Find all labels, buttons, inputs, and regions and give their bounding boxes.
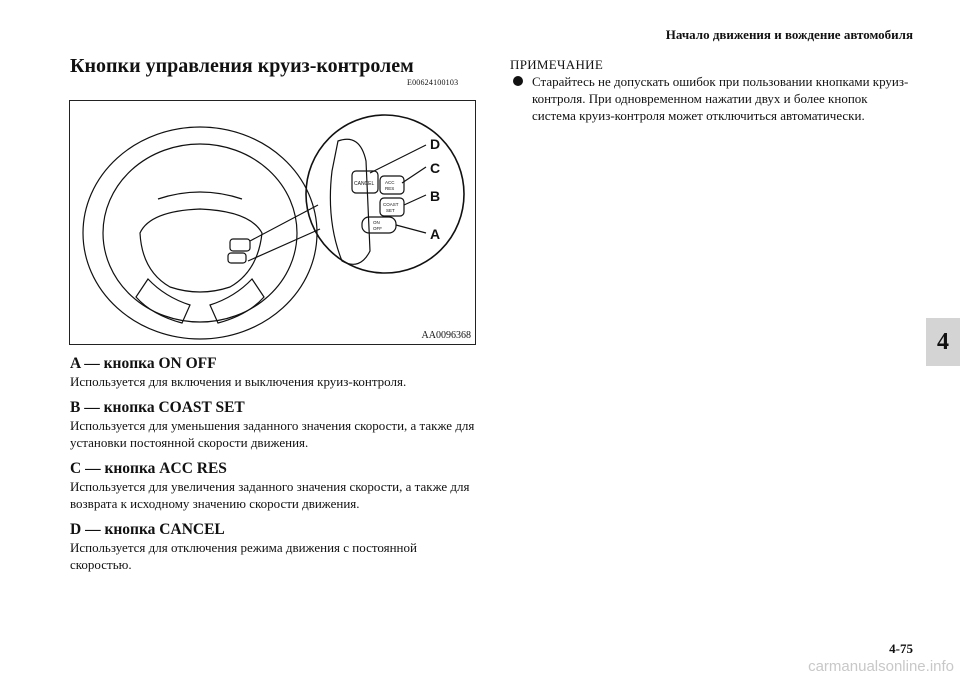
leader-line-d bbox=[370, 145, 426, 173]
coast-set-button-shape bbox=[380, 198, 404, 216]
item-text: Используется для отключения режима движения с постоянной скоростью. bbox=[70, 540, 417, 572]
leader-line-c bbox=[402, 167, 426, 183]
leader-line-b bbox=[404, 195, 426, 205]
switch-cluster-top bbox=[230, 239, 250, 251]
wheel-upper-arc bbox=[158, 192, 242, 199]
wheel-spoke-left bbox=[136, 279, 190, 323]
item-coast-set bbox=[70, 398, 480, 451]
switch-panel bbox=[330, 139, 370, 264]
steering-wheel-illustration bbox=[70, 101, 475, 344]
note-box bbox=[510, 57, 910, 124]
set-button-label: SET bbox=[386, 208, 395, 213]
item-heading: C — кнопка ACC RES bbox=[70, 460, 227, 477]
item-heading: B — кнопка COAST SET bbox=[70, 399, 245, 416]
page-number: 4-75 bbox=[889, 641, 913, 656]
item-heading: A — кнопка ON OFF bbox=[70, 355, 217, 372]
connector-line-bottom bbox=[248, 229, 320, 261]
item-text: Используется для включения и выключения круиз-контроля. bbox=[70, 374, 407, 389]
note-title: ПРИМЕЧАНИЕ bbox=[510, 57, 604, 72]
chapter-tab: 4 bbox=[926, 318, 960, 366]
item-text: Используется для уменьшения заданного значения скорости, а также для установки постоянной скорости движения. bbox=[70, 418, 475, 450]
button-descriptions bbox=[70, 354, 480, 581]
on-button-label: ON bbox=[373, 220, 380, 225]
item-text: Используется для увеличения заданного значения скорости, а также для возврата к исходному значению скорости движения. bbox=[70, 479, 470, 511]
bullet-icon bbox=[513, 76, 523, 86]
switch-cluster-bottom bbox=[228, 253, 246, 263]
callout-a: A bbox=[430, 226, 441, 242]
callout-b: B bbox=[430, 188, 441, 204]
cancel-button-label: CANCEL bbox=[354, 181, 375, 187]
acc-button-label: ACC bbox=[385, 180, 395, 185]
wheel-rim-inner bbox=[103, 144, 297, 322]
acc-res-button-shape bbox=[380, 176, 404, 194]
item-cancel bbox=[70, 520, 480, 573]
steering-wheel-figure bbox=[69, 100, 476, 345]
figure-code: AA0096368 bbox=[421, 330, 471, 341]
item-on-off bbox=[70, 354, 480, 390]
note-text: Старайтесь не допускать ошибок при пользовании кнопками круиз-контроля. При одновременном нажатии двух и более кнопок система круиз-контроля может отключиться автоматически. bbox=[532, 74, 909, 123]
off-button-label: OFF bbox=[373, 226, 382, 231]
callout-d: D bbox=[430, 136, 441, 152]
running-header: Начало движения и вождение автомобиля bbox=[665, 27, 913, 42]
document-code: E00624100103 bbox=[407, 78, 459, 87]
coast-button-label: COAST bbox=[383, 202, 399, 207]
item-heading: D — кнопка CANCEL bbox=[70, 521, 225, 538]
note-item bbox=[510, 73, 910, 124]
res-button-label: RES bbox=[385, 186, 395, 191]
callout-c: C bbox=[430, 160, 441, 176]
leader-line-a bbox=[396, 225, 426, 233]
item-acc-res bbox=[70, 459, 480, 512]
wheel-rim-outer bbox=[83, 127, 317, 339]
wheel-spoke-right bbox=[210, 279, 264, 323]
section-title: Кнопки управления круиз-контролем bbox=[70, 55, 414, 77]
watermark: carmanualsonline.info bbox=[808, 658, 954, 675]
